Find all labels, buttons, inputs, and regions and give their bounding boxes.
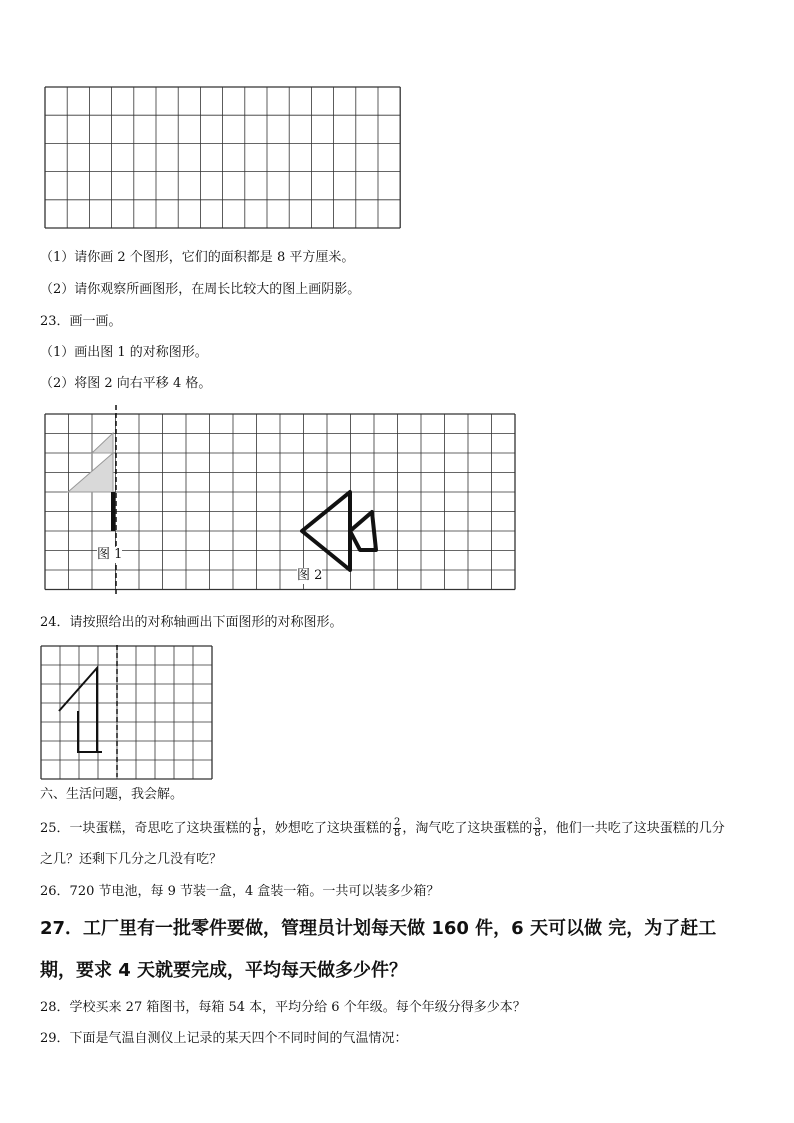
q27-line1: 27．工厂里有一批零件要做，管理员计划每天做 160 件，6 天可以做 完，为了赶工 — [40, 918, 717, 939]
frac2-numerator: 2 — [393, 817, 401, 828]
q24-title: 24．请按照给出的对称轴画出下面图形的对称图形。 — [40, 615, 343, 630]
fraction-3-8 — [533, 818, 541, 839]
fraction-2-8 — [393, 818, 401, 839]
grid-lines-q24 — [41, 646, 212, 779]
fraction-1-8 — [253, 818, 261, 839]
frac3-denominator: 8 — [534, 828, 541, 839]
q25-line2: 之几？还剩下几分之几没有吃？ — [40, 852, 223, 867]
q25-text-d: ，他们一共吃了这块蛋糕的几分 — [542, 821, 725, 836]
section-6-title: 六、生活问题，我会解。 — [40, 787, 184, 802]
frac2-denominator: 8 — [393, 828, 401, 839]
q23-part2: （2）将图 2 向右平移 4 格。 — [40, 376, 212, 391]
q27-line2: 期，要求 4 天就要完成，平均每天做多少件？ — [40, 960, 408, 981]
q25-text-a: 25．一块蛋糕，奇思吃了这块蛋糕的 — [40, 821, 252, 836]
fig1-label: 图 1 — [97, 547, 123, 562]
q26-text: 26．720 节电池，每 9 节装一盒，4 盒装一箱。一共可以装多少箱？ — [40, 884, 440, 899]
q23-part1: （1）画出图 1 的对称图形。 — [40, 345, 208, 360]
frac1-numerator: 1 — [253, 817, 260, 828]
q23-title: 23．画一画。 — [40, 314, 122, 329]
q25-text-c: ，淘气吃了这块蛋糕的 — [402, 821, 533, 836]
q29-text: 29．下面是气温自测仪上记录的某天四个不同时间的气温情况： — [40, 1031, 408, 1046]
q28-text: 28．学校买来 27 箱图书，每箱 54 本，平均分给 6 个年级。每个年级分得多少本？ — [40, 1000, 526, 1015]
q22-part2: （2）请你观察所画图形，在周长比较大的图上画阴影。 — [40, 282, 361, 297]
q22-part1: （1）请你画 2 个图形，它们的面积都是 8 平方厘米。 — [40, 250, 355, 265]
q25-text-b: ，妙想吃了这块蛋糕的 — [261, 821, 392, 836]
q25-line1 — [40, 818, 725, 839]
frac3-numerator: 3 — [534, 817, 541, 828]
fig2-label: 图 2 — [297, 568, 323, 583]
frac1-denominator: 8 — [253, 828, 260, 839]
q24-given-figure — [59, 668, 97, 752]
